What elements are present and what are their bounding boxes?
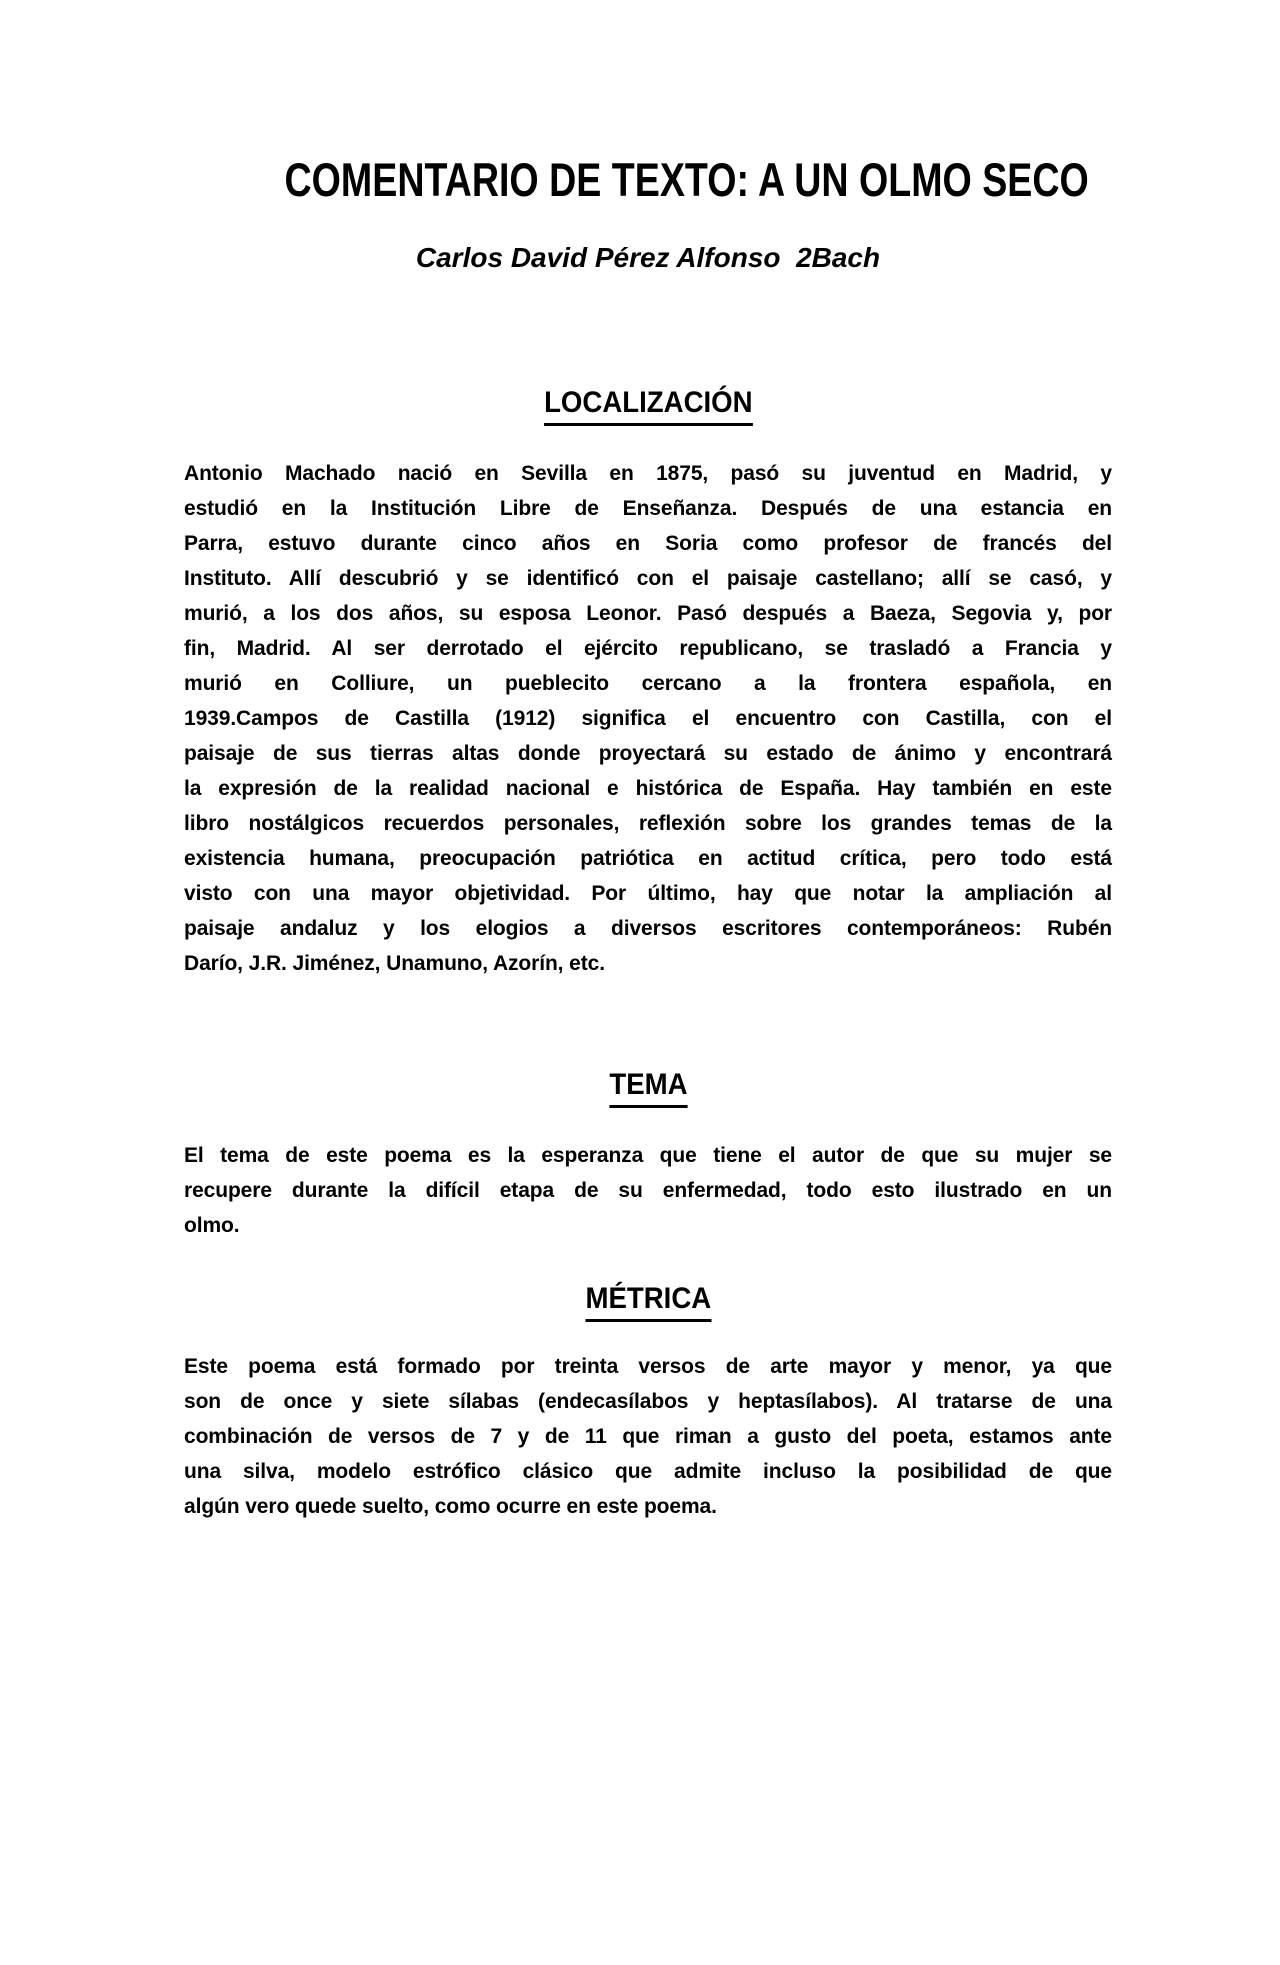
- section-localizacion: [184, 384, 1112, 981]
- text-line: algún vero quede suelto, como ocurre en este poema.: [184, 1495, 717, 1518]
- text-line: Darío, J.R. Jiménez, Unamuno, Azorín, etc.: [184, 952, 605, 975]
- text-line: paisaje andaluz y los elogios a diversos escritores contemporáneos: Rubén: [184, 917, 1112, 940]
- text-line: Este poema está formado por treinta versos de arte mayor y menor, ya que: [184, 1355, 1112, 1378]
- text-line: recupere durante la difícil etapa de su enfermedad, todo esto ilustrado en un: [184, 1179, 1112, 1202]
- section-heading-tema-text: TEMA: [609, 1066, 687, 1108]
- text-line: son de once y siete sílabas (endecasílabos y heptasílabos). Al tratarse de una: [184, 1390, 1112, 1413]
- text-line: murió, a los dos años, su esposa Leonor. Pasó después a Baeza, Segovia y, por: [184, 602, 1112, 625]
- text-line: murió en Colliure, un pueblecito cercano a la frontera española, en: [184, 672, 1112, 695]
- section-heading-metrica: [184, 1280, 1112, 1322]
- document-title-text: COMENTARIO DE TEXTO: A UN OLMO SECO: [284, 153, 1089, 206]
- text-line: El tema de este poema es la esperanza que tiene el autor de que su mujer se: [184, 1144, 1112, 1167]
- document-page: [0, 154, 1280, 1965]
- text-line: Instituto. Allí descubrió y se identificó con el paisaje castellano; allí se casó, y: [184, 567, 1112, 590]
- text-line: olmo.: [184, 1214, 240, 1237]
- text-line: Antonio Machado nació en Sevilla en 1875, pasó su juventud en Madrid, y: [184, 462, 1112, 485]
- text-line: la expresión de la realidad nacional e histórica de España. Hay también en este: [184, 777, 1112, 800]
- text-line: combinación de versos de 7 y de 11 que riman a gusto del poeta, estamos ante: [184, 1425, 1112, 1448]
- document-content: [184, 154, 1112, 1524]
- text-line: Parra, estuvo durante cinco años en Soria como profesor de francés del: [184, 532, 1112, 555]
- document-title: [184, 154, 1112, 206]
- author-line: Carlos David Pérez Alfonso 2Bach: [415, 242, 881, 273]
- paragraph-metrica: [184, 1349, 1112, 1524]
- text-line: una silva, modelo estrófico clásico que admite incluso la posibilidad de que: [184, 1460, 1112, 1483]
- section-heading-tema: [184, 1066, 1112, 1108]
- section-heading-localizacion: [184, 384, 1112, 426]
- paragraph-tema: [184, 1138, 1112, 1243]
- text-line: existencia humana, preocupación patriótica en actitud crítica, pero todo está: [184, 847, 1112, 870]
- section-heading-metrica-text: MÉTRICA: [585, 1280, 711, 1322]
- text-line: libro nostálgicos recuerdos personales, reflexión sobre los grandes temas de la: [184, 812, 1112, 835]
- text-line: visto con una mayor objetividad. Por último, hay que notar la ampliación al: [184, 882, 1112, 905]
- section-metrica: [184, 1280, 1112, 1524]
- text-line: estudió en la Institución Libre de Enseñanza. Después de una estancia en: [184, 497, 1112, 520]
- text-line: 1939.Campos de Castilla (1912) significa el encuentro con Castilla, con el: [184, 707, 1112, 730]
- text-line: fin, Madrid. Al ser derrotado el ejército republicano, se trasladó a Francia y: [184, 637, 1112, 660]
- paragraph-localizacion: [184, 456, 1112, 981]
- section-tema: [184, 1066, 1112, 1243]
- text-line: paisaje de sus tierras altas donde proyectará su estado de ánimo y encontrará: [184, 742, 1112, 765]
- section-heading-localizacion-text: LOCALIZACIÓN: [544, 384, 753, 426]
